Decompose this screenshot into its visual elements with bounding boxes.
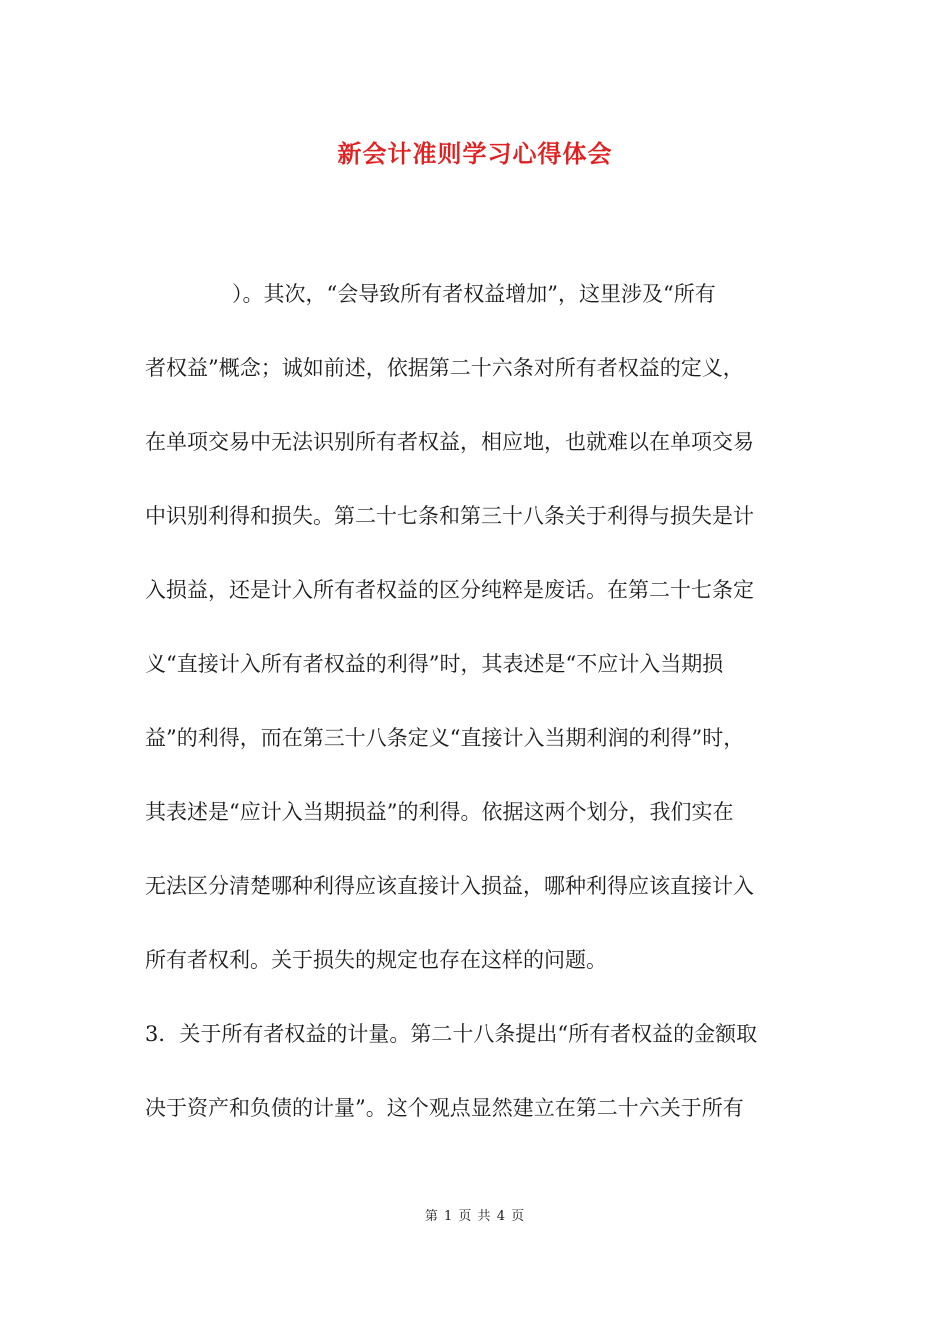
body-line: ）。其次，“会导致所有者权益增加”，这里涉及“所有 xyxy=(232,282,716,306)
page-number-footer: 第 1 页 共 4 页 xyxy=(424,1209,526,1224)
body-line: 决于资产和负债的计量”。这个观点显然建立在第二十六关于所有 xyxy=(145,1096,744,1120)
body-line: 入损益，还是计入所有者权益的区分纯粹是废话。在第二十七条定 xyxy=(145,578,754,602)
body-line: 中识别利得和损失。第二十七条和第三十八条关于利得与损失是计 xyxy=(145,504,754,528)
body-line: 在单项交易中无法识别所有者权益，相应地，也就难以在单项交易 xyxy=(145,430,754,454)
body-line: 3．关于所有者权益的计量。第二十八条提出“所有者权益的金额取 xyxy=(145,1022,758,1046)
body-line: 所有者权利。关于损失的规定也存在这样的问题。 xyxy=(145,948,607,972)
page-title: 新会计准则学习心得体会 xyxy=(337,139,613,168)
body-line: 其表述是“应计入当期损益”的利得。依据这两个划分，我们实在 xyxy=(145,800,734,824)
body-line: 义“直接计入所有者权益的利得”时，其表述是“不应计入当期损 xyxy=(145,652,724,676)
body-line: 者权益”概念；诚如前述，依据第二十六条对所有者权益的定义， xyxy=(145,356,744,380)
body-line: 益”的利得，而在第三十八条定义“直接计入当期利润的利得”时， xyxy=(145,726,745,750)
body-line: 无法区分清楚哪种利得应该直接计入损益，哪种利得应该直接计入 xyxy=(145,874,754,898)
